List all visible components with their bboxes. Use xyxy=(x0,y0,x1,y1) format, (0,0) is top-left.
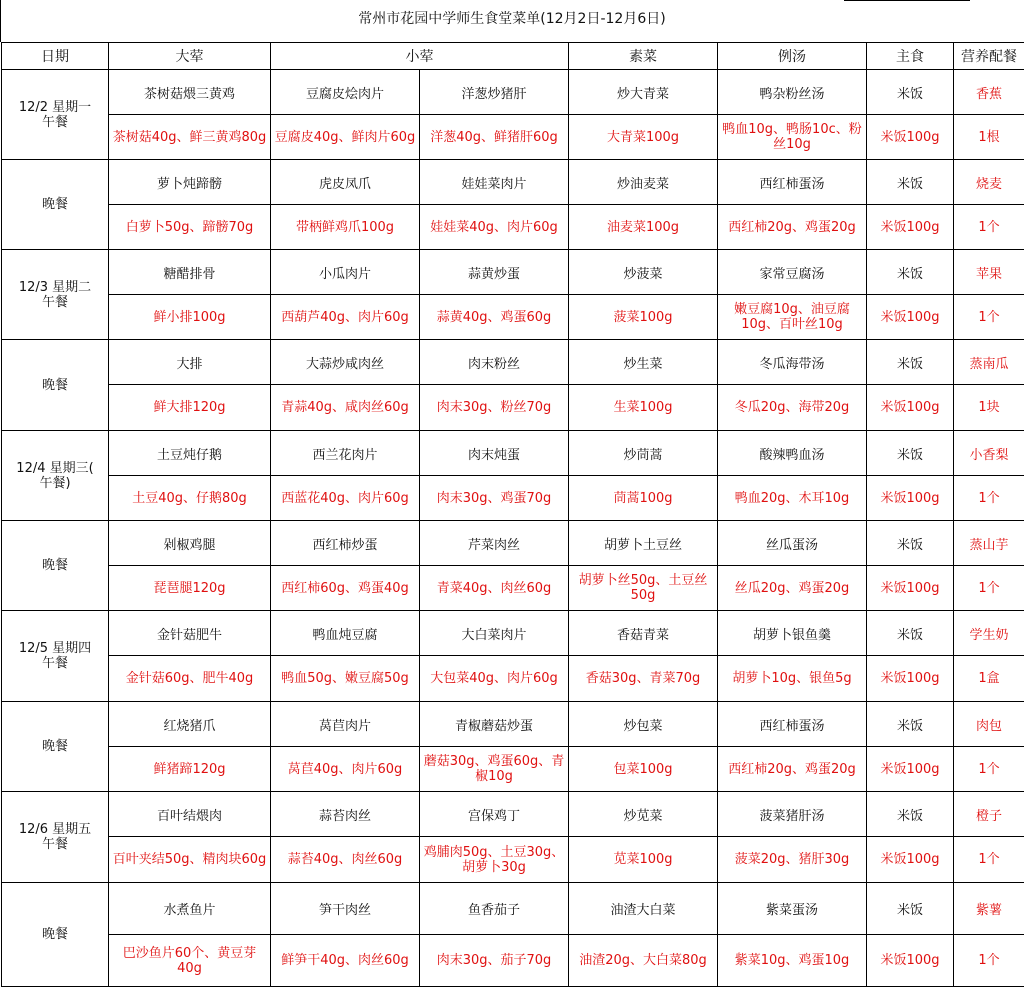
qty-staple: 米饭100g xyxy=(867,837,954,883)
dish-side-meat-1: 大蒜炒咸肉丝 xyxy=(271,340,420,385)
qty-staple: 米饭100g xyxy=(867,656,954,702)
qty-main-meat: 白萝卜50g、蹄髈70g xyxy=(109,205,271,250)
meal-quantity-row xyxy=(2,747,1024,792)
qty-main-meat: 鲜大排120g xyxy=(109,385,271,431)
dish-main-meat: 糖醋排骨 xyxy=(109,250,271,295)
dish-side-meat-2: 蒜黄炒蛋 xyxy=(420,250,569,295)
qty-side-meat-1: 鸭血50g、嫩豆腐50g xyxy=(271,656,420,702)
qty-soup: 丝瓜20g、鸡蛋20g xyxy=(718,566,867,611)
meal-date: 12/2 星期一 午餐 xyxy=(2,70,109,160)
dish-main-meat: 萝卜炖蹄髈 xyxy=(109,160,271,205)
dish-side-meat-2: 洋葱炒猪肝 xyxy=(420,70,569,115)
qty-main-meat: 土豆40g、仔鹅80g xyxy=(109,476,271,521)
qty-vegetable: 油渣20g、大白菜80g xyxy=(569,935,718,987)
meal-quantity-row xyxy=(2,566,1024,611)
qty-main-meat: 鲜猪蹄120g xyxy=(109,747,271,792)
dish-nutrition: 紫薯 xyxy=(954,883,1024,935)
meal-quantity-row xyxy=(2,205,1024,250)
meal-quantity-row xyxy=(2,295,1024,340)
meal-dish-row xyxy=(2,792,1024,837)
qty-soup: 冬瓜20g、海带20g xyxy=(718,385,867,431)
meal-dish-row xyxy=(2,521,1024,566)
meal-quantity-row xyxy=(2,476,1024,521)
meal-quantity-row xyxy=(2,837,1024,883)
qty-vegetable: 油麦菜100g xyxy=(569,205,718,250)
qty-nutrition: 1个 xyxy=(954,566,1024,611)
dish-nutrition: 小香梨 xyxy=(954,431,1024,476)
qty-vegetable: 胡萝卜丝50g、土豆丝50g xyxy=(569,566,718,611)
meal-dish-row xyxy=(2,340,1024,385)
qty-soup: 菠菜20g、猪肝30g xyxy=(718,837,867,883)
dish-side-meat-1: 西兰花肉片 xyxy=(271,431,420,476)
header-nutrition: 营养配餐 xyxy=(954,43,1024,70)
header-vegetable: 素菜 xyxy=(569,43,718,70)
qty-vegetable: 大青菜100g xyxy=(569,115,718,160)
qty-vegetable: 茼蒿100g xyxy=(569,476,718,521)
dish-soup: 鸭杂粉丝汤 xyxy=(718,70,867,115)
qty-side-meat-2: 洋葱40g、鲜猪肝60g xyxy=(420,115,569,160)
qty-vegetable: 苋菜100g xyxy=(569,837,718,883)
qty-vegetable: 香菇30g、青菜70g xyxy=(569,656,718,702)
qty-staple: 米饭100g xyxy=(867,385,954,431)
dish-vegetable: 油渣大白菜 xyxy=(569,883,718,935)
qty-side-meat-1: 西葫芦40g、肉片60g xyxy=(271,295,420,340)
meal-date: 12/5 星期四 午餐 xyxy=(2,611,109,702)
dish-staple: 米饭 xyxy=(867,70,954,115)
meal-date: 12/6 星期五 午餐 xyxy=(2,792,109,883)
qty-main-meat: 茶树菇40g、鲜三黄鸡80g xyxy=(109,115,271,160)
header-staple: 主食 xyxy=(867,43,954,70)
dish-staple: 米饭 xyxy=(867,883,954,935)
dish-side-meat-2: 肉末炖蛋 xyxy=(420,431,569,476)
dish-nutrition: 肉包 xyxy=(954,702,1024,747)
dish-vegetable: 香菇青菜 xyxy=(569,611,718,656)
dish-staple: 米饭 xyxy=(867,160,954,205)
qty-vegetable: 菠菜100g xyxy=(569,295,718,340)
qty-side-meat-1: 鲜笋干40g、肉丝60g xyxy=(271,935,420,987)
qty-side-meat-2: 娃娃菜40g、肉片60g xyxy=(420,205,569,250)
dish-soup: 家常豆腐汤 xyxy=(718,250,867,295)
divider xyxy=(0,0,1,42)
dish-vegetable: 炒生菜 xyxy=(569,340,718,385)
dish-soup: 紫菜蛋汤 xyxy=(718,883,867,935)
page-title: 常州市花园中学师生食堂菜单(12月2日-12月6日) xyxy=(358,11,666,27)
qty-side-meat-2: 肉末30g、鸡蛋70g xyxy=(420,476,569,521)
dish-vegetable: 炒包菜 xyxy=(569,702,718,747)
dish-main-meat: 水煮鱼片 xyxy=(109,883,271,935)
qty-nutrition: 1个 xyxy=(954,295,1024,340)
dish-staple: 米饭 xyxy=(867,521,954,566)
dish-vegetable: 炒大青菜 xyxy=(569,70,718,115)
meal-quantity-row xyxy=(2,385,1024,431)
meal-dish-row xyxy=(2,160,1024,205)
qty-side-meat-1: 青蒜40g、咸肉丝60g xyxy=(271,385,420,431)
meal-date: 晚餐 xyxy=(2,521,109,611)
dish-staple: 米饭 xyxy=(867,340,954,385)
meal-dish-row xyxy=(2,250,1024,295)
qty-vegetable: 生菜100g xyxy=(569,385,718,431)
qty-staple: 米饭100g xyxy=(867,115,954,160)
qty-side-meat-1: 西红柿60g、鸡蛋40g xyxy=(271,566,420,611)
dish-nutrition: 蒸山芋 xyxy=(954,521,1024,566)
meal-dish-row xyxy=(2,883,1024,935)
qty-staple: 米饭100g xyxy=(867,205,954,250)
dish-nutrition: 蒸南瓜 xyxy=(954,340,1024,385)
meal-quantity-row xyxy=(2,115,1024,160)
dish-main-meat: 金针菇肥牛 xyxy=(109,611,271,656)
qty-staple: 米饭100g xyxy=(867,566,954,611)
meal-date: 晚餐 xyxy=(2,340,109,431)
dish-nutrition: 橙子 xyxy=(954,792,1024,837)
dish-main-meat: 大排 xyxy=(109,340,271,385)
meal-date: 晚餐 xyxy=(2,160,109,250)
qty-side-meat-1: 带柄鲜鸡爪100g xyxy=(271,205,420,250)
qty-nutrition: 1个 xyxy=(954,935,1024,987)
qty-side-meat-2: 肉末30g、茄子70g xyxy=(420,935,569,987)
dish-soup: 西红柿蛋汤 xyxy=(718,702,867,747)
dish-staple: 米饭 xyxy=(867,611,954,656)
qty-soup: 西红柿20g、鸡蛋20g xyxy=(718,205,867,250)
dish-side-meat-2: 芹菜肉丝 xyxy=(420,521,569,566)
qty-side-meat-1: 莴苣40g、肉片60g xyxy=(271,747,420,792)
qty-side-meat-2: 肉末30g、粉丝70g xyxy=(420,385,569,431)
dish-main-meat: 剁椒鸡腿 xyxy=(109,521,271,566)
dish-side-meat-1: 小瓜肉片 xyxy=(271,250,420,295)
menu-table xyxy=(1,42,1024,987)
dish-soup: 酸辣鸭血汤 xyxy=(718,431,867,476)
dish-staple: 米饭 xyxy=(867,250,954,295)
qty-nutrition: 1个 xyxy=(954,747,1024,792)
meal-date: 晚餐 xyxy=(2,702,109,792)
qty-staple: 米饭100g xyxy=(867,295,954,340)
dish-soup: 丝瓜蛋汤 xyxy=(718,521,867,566)
qty-side-meat-1: 西蓝花40g、肉片60g xyxy=(271,476,420,521)
dish-side-meat-2: 肉末粉丝 xyxy=(420,340,569,385)
qty-main-meat: 金针菇60g、肥牛40g xyxy=(109,656,271,702)
qty-soup: 紫菜10g、鸡蛋10g xyxy=(718,935,867,987)
qty-vegetable: 包菜100g xyxy=(569,747,718,792)
qty-main-meat: 琵琶腿120g xyxy=(109,566,271,611)
meal-dish-row xyxy=(2,431,1024,476)
dish-main-meat: 土豆炖仔鹅 xyxy=(109,431,271,476)
qty-nutrition: 1个 xyxy=(954,837,1024,883)
qty-nutrition: 1根 xyxy=(954,115,1024,160)
meal-dish-row xyxy=(2,611,1024,656)
dish-side-meat-2: 大白菜肉片 xyxy=(420,611,569,656)
qty-nutrition: 1个 xyxy=(954,476,1024,521)
dish-vegetable: 炒茼蒿 xyxy=(569,431,718,476)
dish-staple: 米饭 xyxy=(867,792,954,837)
meal-dish-row xyxy=(2,70,1024,115)
dish-vegetable: 胡萝卜土豆丝 xyxy=(569,521,718,566)
dish-soup: 菠菜猪肝汤 xyxy=(718,792,867,837)
qty-nutrition: 1块 xyxy=(954,385,1024,431)
qty-nutrition: 1盒 xyxy=(954,656,1024,702)
dish-main-meat: 红烧猪爪 xyxy=(109,702,271,747)
header-main-meat: 大荤 xyxy=(109,43,271,70)
dish-staple: 米饭 xyxy=(867,702,954,747)
dish-side-meat-1: 莴苣肉片 xyxy=(271,702,420,747)
header-row xyxy=(2,43,1024,70)
meal-quantity-row xyxy=(2,935,1024,987)
dish-soup: 胡萝卜银鱼羹 xyxy=(718,611,867,656)
dish-main-meat: 百叶结煨肉 xyxy=(109,792,271,837)
dish-side-meat-2: 鱼香茄子 xyxy=(420,883,569,935)
qty-soup: 西红柿20g、鸡蛋20g xyxy=(718,747,867,792)
qty-side-meat-2: 大包菜40g、肉片60g xyxy=(420,656,569,702)
dish-soup: 西红柿蛋汤 xyxy=(718,160,867,205)
header-soup: 例汤 xyxy=(718,43,867,70)
qty-soup: 鸭血20g、木耳10g xyxy=(718,476,867,521)
qty-main-meat: 巴沙鱼片60个、黄豆芽40g xyxy=(109,935,271,987)
dish-side-meat-1: 虎皮凤爪 xyxy=(271,160,420,205)
header-date: 日期 xyxy=(2,43,109,70)
qty-side-meat-2: 青菜40g、肉丝60g xyxy=(420,566,569,611)
qty-soup: 鸭血10g、鸭肠10c、粉丝10g xyxy=(718,115,867,160)
qty-side-meat-2: 鸡脯肉50g、土豆30g、胡萝卜30g xyxy=(420,837,569,883)
qty-staple: 米饭100g xyxy=(867,747,954,792)
dish-side-meat-1: 豆腐皮烩肉片 xyxy=(271,70,420,115)
dish-side-meat-2: 青椒蘑菇炒蛋 xyxy=(420,702,569,747)
dish-main-meat: 茶树菇煨三黄鸡 xyxy=(109,70,271,115)
divider xyxy=(844,0,970,1)
meal-date: 晚餐 xyxy=(2,883,109,987)
dish-nutrition: 烧麦 xyxy=(954,160,1024,205)
qty-soup: 嫩豆腐10g、油豆腐10g、百叶丝10g xyxy=(718,295,867,340)
dish-vegetable: 炒油麦菜 xyxy=(569,160,718,205)
dish-side-meat-1: 西红柿炒蛋 xyxy=(271,521,420,566)
menu-body xyxy=(2,70,1024,987)
qty-side-meat-1: 豆腐皮40g、鲜肉片60g xyxy=(271,115,420,160)
header-side-meat: 小荤 xyxy=(271,43,569,70)
dish-nutrition: 香蕉 xyxy=(954,70,1024,115)
dish-vegetable: 炒苋菜 xyxy=(569,792,718,837)
qty-main-meat: 鲜小排100g xyxy=(109,295,271,340)
dish-nutrition: 苹果 xyxy=(954,250,1024,295)
dish-side-meat-1: 鸭血炖豆腐 xyxy=(271,611,420,656)
meal-date: 12/3 星期二 午餐 xyxy=(2,250,109,340)
qty-main-meat: 百叶夹结50g、精肉块60g xyxy=(109,837,271,883)
qty-staple: 米饭100g xyxy=(867,476,954,521)
qty-soup: 胡萝卜10g、银鱼5g xyxy=(718,656,867,702)
dish-side-meat-2: 娃娃菜肉片 xyxy=(420,160,569,205)
qty-nutrition: 1个 xyxy=(954,205,1024,250)
qty-side-meat-2: 蒜黄40g、鸡蛋60g xyxy=(420,295,569,340)
dish-nutrition: 学生奶 xyxy=(954,611,1024,656)
qty-side-meat-1: 蒜苔40g、肉丝60g xyxy=(271,837,420,883)
dish-side-meat-2: 宫保鸡丁 xyxy=(420,792,569,837)
dish-soup: 冬瓜海带汤 xyxy=(718,340,867,385)
dish-vegetable: 炒菠菜 xyxy=(569,250,718,295)
dish-staple: 米饭 xyxy=(867,431,954,476)
dish-side-meat-1: 蒜苔肉丝 xyxy=(271,792,420,837)
meal-dish-row xyxy=(2,702,1024,747)
qty-staple: 米饭100g xyxy=(867,935,954,987)
qty-side-meat-2: 蘑菇30g、鸡蛋60g、青椒10g xyxy=(420,747,569,792)
meal-date: 12/4 星期三( 午餐) xyxy=(2,431,109,521)
meal-quantity-row xyxy=(2,656,1024,702)
dish-side-meat-1: 笋干肉丝 xyxy=(271,883,420,935)
